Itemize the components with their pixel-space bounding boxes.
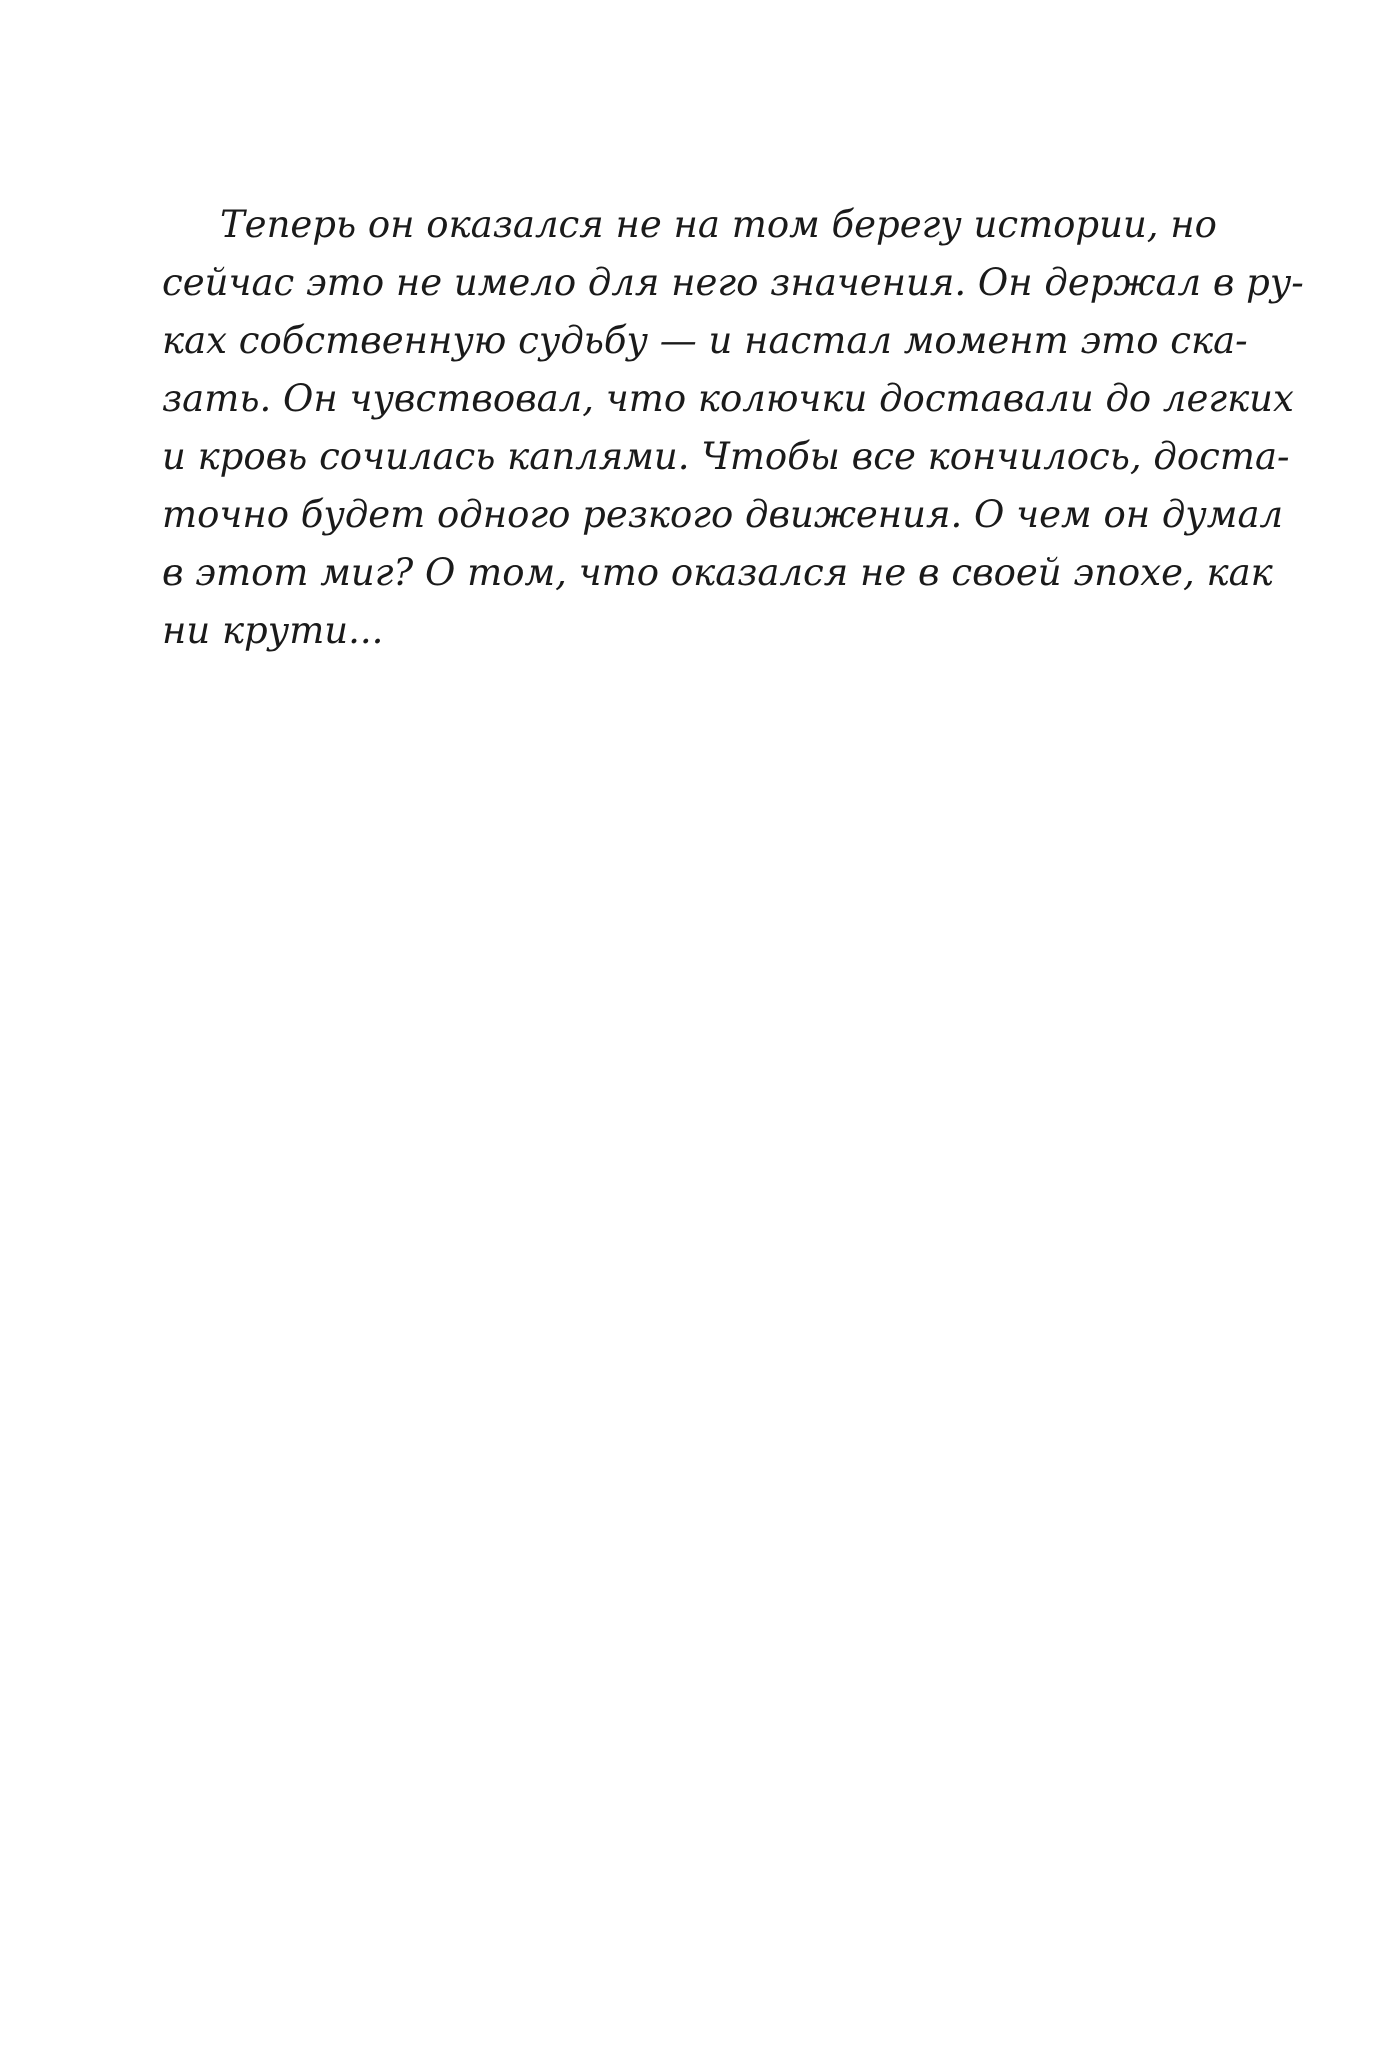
text-line: в этот миг? О том, что оказался не в своей эпохе, как bbox=[162, 551, 1273, 594]
text-line: Теперь он оказался не на том берегу истории, но bbox=[220, 203, 1217, 246]
text-line: ках собственную судьбу — и настал момент это ска- bbox=[162, 319, 1248, 362]
text-line: зать. Он чувствовал, что колючки доставали до легких bbox=[162, 377, 1294, 420]
text-line: точно будет одного резкого движения. О чем он думал bbox=[162, 493, 1284, 536]
text-line: сейчас это не имело для него значения. Он держал в ру- bbox=[162, 261, 1304, 304]
text-line: ни крути... bbox=[162, 609, 384, 652]
body-paragraph bbox=[162, 196, 1304, 660]
text-line: и кровь сочилась каплями. Чтобы все кончилось, доста- bbox=[162, 435, 1290, 478]
